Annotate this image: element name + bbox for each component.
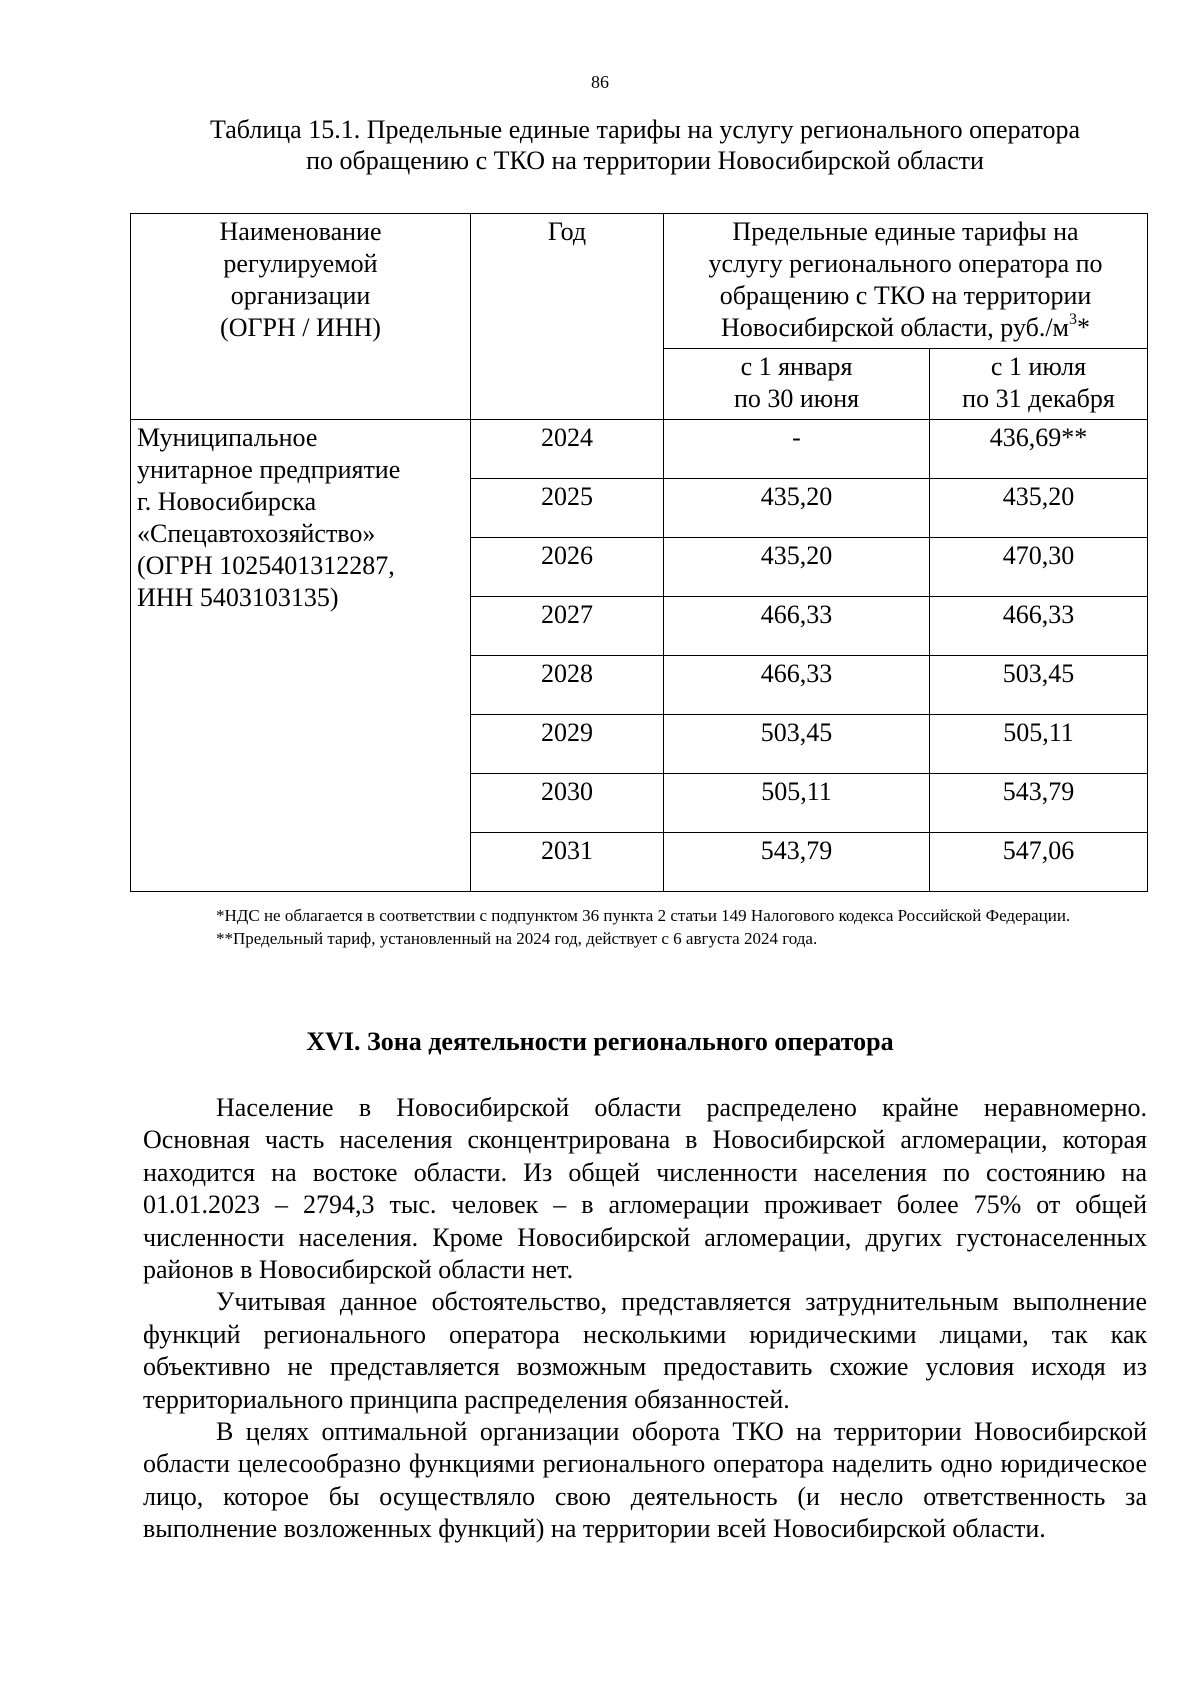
tariff-cell-h1: 466,33 [664,656,930,715]
footnotes [143,904,1147,950]
year-cell: 2026 [471,538,664,597]
header-tariff [664,214,1148,349]
organization-line: Муниципальное [137,423,318,452]
paragraph: В целях оптимальной организации оборота ТКО на территории Новосибирской области целесообразно функциями регионального оператора наделить одно юридическое лицо, которое бы осуществляло свою деятельность (и несло ответственность за выполнение возложенных функций) на территории всей Новосибирской области. [143,1417,1147,1544]
tariff-cell-h2: 466,33 [930,597,1148,656]
page-number: 86 [591,72,609,92]
section-body [143,1092,1147,1546]
header-text: регулируемой [223,249,378,278]
tariff-cell-h1: 503,45 [664,715,930,774]
tariff-cell-h1: 505,11 [664,774,930,833]
footnote-vat: *НДС не облагается в соответствии с подпунктом 36 пункта 2 статьи 149 Налогового кодекса Российской Федерации. [216,906,1071,925]
organization-line: «Спецавтохозяйство» [137,519,376,548]
header-period-second-half [930,349,1148,420]
organization-line: (ОГРН 1025401312287, [137,551,395,580]
unit-superscript: 3 [1069,311,1078,329]
year-cell: 2030 [471,774,664,833]
tariff-cell-h2: 436,69** [930,420,1148,479]
header-organization [131,214,471,420]
tariff-cell-h2: 503,45 [930,656,1148,715]
caption-line: по обращению с ТКО на территории Новосибирской области [306,146,984,175]
header-text: Наименование [219,217,382,246]
organization-line: унитарное предприятие [137,455,401,484]
tariff-cell-h2: 543,79 [930,774,1148,833]
header-text [670,312,1141,344]
tariff-cell-h2: 505,11 [930,715,1148,774]
header-text: Предельные единые тарифы на [732,217,1079,246]
tariff-cell-h1: 466,33 [664,597,930,656]
tariff-cell-h1: - [664,420,930,479]
tariff-cell-h1: 435,20 [664,538,930,597]
year-cell: 2024 [471,420,664,479]
header-text: (ОГРН / ИНН) [220,313,381,342]
caption-line: Таблица 15.1. Предельные единые тарифы на услугу регионального оператора [210,115,1080,144]
header-text: услугу регионального оператора по [708,249,1103,278]
year-cell: 2027 [471,597,664,656]
header-period-first-half [664,349,930,420]
section-title: XVI. Зона деятельности регионального оператора [306,1027,894,1056]
year-cell: 2025 [471,479,664,538]
table-caption [140,114,1150,176]
tariff-cell-h1: 435,20 [664,479,930,538]
header-text: с 1 января [740,352,853,381]
paragraph: Население в Новосибирской области распределено крайне неравномерно. Основная часть населения сконцентрирована в Новосибирской агломерации, которая находится на востоке области. Из общей численности населения по состоянию на 01.01.2023 – 2794,3 тыс. человек – в агломерации проживает более 75% от общей численности населения. Кроме Новосибирской агломерации, других густонаселенных районов в Новосибирской области нет. [143,1093,1147,1285]
header-text: обращению с ТКО на территории [719,281,1092,310]
tariff-cell-h2: 435,20 [930,479,1148,538]
year-cell: 2028 [471,656,664,715]
header-year: Год [471,214,664,420]
header-text: по 30 июня [733,384,860,413]
year-cell: 2031 [471,833,664,892]
header-text: организации [230,281,371,310]
header-unit-text: Новосибирской области, руб./м [720,313,1070,342]
tariff-table [130,213,1148,892]
organization-line: г. Новосибирска [137,487,317,516]
header-text: по 31 декабря [962,384,1115,413]
organization-cell [131,420,471,892]
table-row [131,420,1148,479]
header-text: с 1 июля [990,352,1087,381]
tariff-cell-h2: 470,30 [930,538,1148,597]
tariff-cell-h1: 543,79 [664,833,930,892]
tariff-cell-h2: 547,06 [930,833,1148,892]
footnote-marker: * [1077,313,1091,342]
paragraph: Учитывая данное обстоятельство, представляется затруднительным выполнение функций регионального оператора несколькими юридическими лицами, так как объективно не представляется возможным предоставить схожие условия исходя из территориального принципа распределения обязанностей. [143,1287,1147,1414]
year-cell: 2029 [471,715,664,774]
organization-line: ИНН 5403103135) [137,583,339,612]
footnote-tariff-2024: **Предельный тариф, установленный на 2024 год, действует с 6 августа 2024 года. [216,929,818,948]
